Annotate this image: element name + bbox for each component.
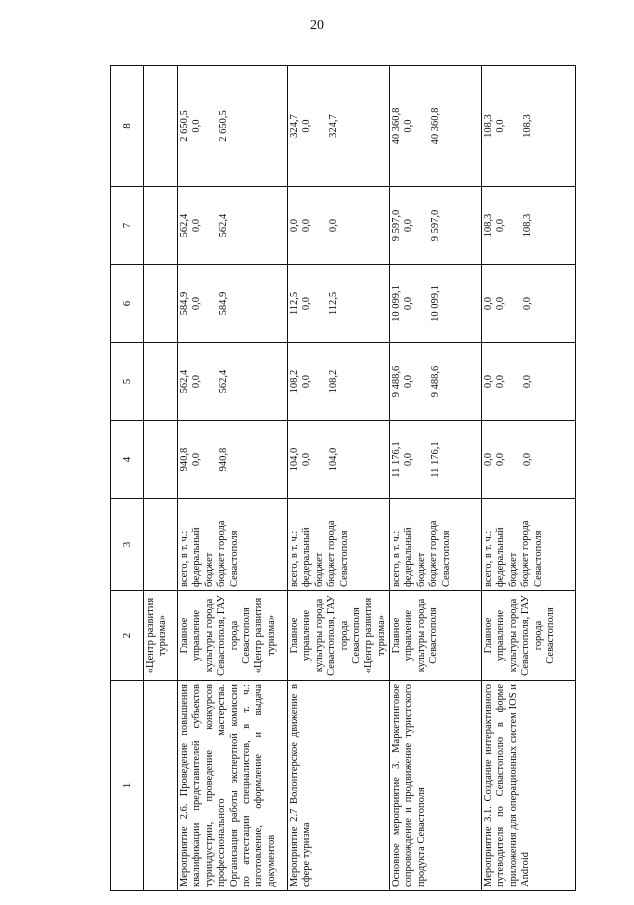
amount-cell <box>288 421 390 499</box>
amount-value: 9 597,0 <box>429 209 441 242</box>
funding-source: бюджет города Севастополя <box>326 520 350 587</box>
table-row <box>390 66 482 891</box>
amount-value: 0,0 <box>483 296 494 311</box>
amount-value: 112,5 <box>289 291 300 316</box>
amount-cell <box>390 421 482 499</box>
table-row <box>288 66 390 891</box>
amount-value: 562,4 <box>217 213 229 238</box>
amount-value: 40 360,8 <box>429 107 441 145</box>
measure-name: Мероприятие 3.1. Создание интерактивного путеводителя по Севастополю в форме приложения для операционных систем IOS и Android <box>482 681 576 891</box>
amount-value: 0,0 <box>483 452 494 467</box>
amount-value: 2 650,5 <box>179 110 190 142</box>
amount-cell <box>482 66 576 187</box>
amount-value: 0,0 <box>301 296 313 311</box>
funding-source: федеральный бюджет <box>403 527 427 587</box>
amount-value: 0,0 <box>301 119 313 133</box>
funding-source: федеральный бюджет <box>191 527 215 587</box>
amount-value: 9 488,6 <box>429 365 441 398</box>
amount-value: 40 360,8 <box>391 107 402 145</box>
amount-value: 112,5 <box>327 291 339 316</box>
amount-cell <box>390 343 482 421</box>
carry-over-empty-cell <box>144 499 178 591</box>
funding-source: федеральный бюджет <box>495 527 519 587</box>
amount-value: 108,3 <box>483 114 494 138</box>
amount-value: 0,0 <box>191 452 203 467</box>
funding-sources <box>288 499 390 591</box>
responsible-executor: Главное управление культуры города Севастополя, ГАУ города Севастополя <box>482 591 576 681</box>
amount-cell <box>288 187 390 265</box>
amount-value: 0,0 <box>495 296 507 311</box>
carry-over-empty-cell <box>144 681 178 891</box>
measure-name: Мероприятие 2.7 Волонтерское движение в сфере туризма <box>288 681 390 891</box>
funding-source: бюджет города Севастополя <box>428 520 452 587</box>
amount-value: 0,0 <box>289 218 300 233</box>
amount-value: 0,0 <box>403 452 415 467</box>
amount-value: 0,0 <box>403 218 415 233</box>
amount-value: 108,2 <box>289 369 300 394</box>
amount-value: 0,0 <box>191 296 203 311</box>
amount-cell <box>178 343 288 421</box>
amount-value: 940,8 <box>179 447 190 472</box>
column-number: 4 <box>111 421 144 499</box>
funding-source: всего, в т. ч.: <box>179 530 190 587</box>
amount-cell <box>288 265 390 343</box>
amount-cell <box>482 265 576 343</box>
amount-value: 0,0 <box>301 374 313 389</box>
amount-value: 108,2 <box>327 369 339 394</box>
carry-over-empty-cell <box>144 66 178 187</box>
amount-value: 0,0 <box>301 452 313 467</box>
column-number-row <box>111 66 144 891</box>
amount-value: 11 176,1 <box>429 441 441 478</box>
amount-cell <box>288 343 390 421</box>
amount-value: 9 488,6 <box>391 365 402 398</box>
table-row <box>178 66 288 891</box>
column-number: 5 <box>111 343 144 421</box>
funding-sources <box>482 499 576 591</box>
carry-over-empty-cell <box>144 187 178 265</box>
amount-value: 324,7 <box>289 114 300 138</box>
amount-value: 584,9 <box>217 291 229 316</box>
amount-value: 0,0 <box>495 119 507 133</box>
amount-value: 104,0 <box>327 447 339 472</box>
amount-value: 562,4 <box>179 369 190 394</box>
amount-cell <box>390 187 482 265</box>
funding-source: всего, в т. ч.: <box>289 530 300 587</box>
amount-value: 108,3 <box>521 114 533 138</box>
amount-value: 10 099,1 <box>391 285 402 322</box>
amount-cell <box>288 66 390 187</box>
amount-value: 0,0 <box>403 119 415 133</box>
amount-cell <box>178 421 288 499</box>
amount-value: 10 099,1 <box>429 285 441 322</box>
column-number: 3 <box>111 499 144 591</box>
amount-value: 0,0 <box>495 452 507 467</box>
amount-value: 108,3 <box>483 213 494 238</box>
amount-value: 11 176,1 <box>391 441 402 478</box>
amount-value: 584,9 <box>179 291 190 316</box>
funding-source: федеральный бюджет <box>301 527 325 587</box>
responsible-executor: Главное управление культуры города Севастополя, ГАУ города Севастополя «Центр развития туризма» <box>178 591 288 681</box>
amount-value: 108,3 <box>521 213 533 238</box>
measure-name: Мероприятие 2.6. Проведение повышения квалификации представителей субъектов туриндустрии, проведение конкурсов профессионального мастерства. Организация работы экспертной комиссии по аттестации специалистов, в т. ч.: изготовление, оформление и выдача документов <box>178 681 288 891</box>
responsible-executor: Главное управление культуры города Севастополя, ГАУ города Севастополя «Центр развития туризма» <box>288 591 390 681</box>
amount-value: 0,0 <box>301 218 313 233</box>
rotated-table-area <box>110 66 556 891</box>
amount-value: 0,0 <box>521 374 533 389</box>
amount-value: 9 597,0 <box>391 209 402 242</box>
column-number: 8 <box>111 66 144 187</box>
amount-value: 0,0 <box>495 374 507 389</box>
carry-over-row <box>144 66 178 891</box>
amount-value: 0,0 <box>191 218 203 233</box>
budget-table <box>110 65 576 891</box>
amount-cell <box>482 343 576 421</box>
column-number: 6 <box>111 265 144 343</box>
amount-cell <box>390 265 482 343</box>
amount-cell <box>178 265 288 343</box>
measure-name: Основное мероприятие 3. Маркетинговое сопровождение и продвижение туристского продукта Севастополя <box>390 681 482 891</box>
table-wrapper <box>110 66 556 891</box>
amount-value: 0,0 <box>191 119 203 133</box>
amount-cell <box>178 187 288 265</box>
carry-over-empty-cell <box>144 343 178 421</box>
amount-value: 0,0 <box>191 374 203 389</box>
funding-source: всего, в т. ч.: <box>483 530 494 587</box>
funding-sources <box>178 499 288 591</box>
funding-source: всего, в т. ч.: <box>391 530 402 587</box>
carry-over-empty-cell <box>144 265 178 343</box>
amount-cell <box>390 66 482 187</box>
funding-source: бюджет города Севастополя <box>520 520 544 587</box>
amount-value: 0,0 <box>521 296 533 311</box>
amount-value: 0,0 <box>403 374 415 389</box>
amount-value: 0,0 <box>495 218 507 233</box>
amount-value: 562,4 <box>179 213 190 238</box>
carry-over-empty-cell <box>144 421 178 499</box>
amount-value: 104,0 <box>289 447 300 472</box>
funding-source: бюджет города Севастополя <box>216 520 240 587</box>
amount-cell <box>482 187 576 265</box>
amount-value: 0,0 <box>483 374 494 389</box>
column-number: 7 <box>111 187 144 265</box>
amount-value: 0,0 <box>521 452 533 467</box>
table-body <box>111 66 576 891</box>
amount-cell <box>178 66 288 187</box>
page-number: 20 <box>310 18 324 33</box>
amount-value: 0,0 <box>403 296 415 311</box>
column-number: 1 <box>111 681 144 891</box>
table-row <box>482 66 576 891</box>
amount-value: 324,7 <box>327 114 339 138</box>
amount-value: 2 650,5 <box>217 110 229 142</box>
amount-value: 0,0 <box>327 218 339 233</box>
funding-sources <box>390 499 482 591</box>
column-number: 2 <box>111 591 144 681</box>
carry-over-text: «Центр развития туризма» <box>144 591 178 681</box>
amount-value: 562,4 <box>217 369 229 394</box>
responsible-executor: Главное управление культуры города Севастополя <box>390 591 482 681</box>
amount-value: 940,8 <box>217 447 229 472</box>
amount-cell <box>482 421 576 499</box>
